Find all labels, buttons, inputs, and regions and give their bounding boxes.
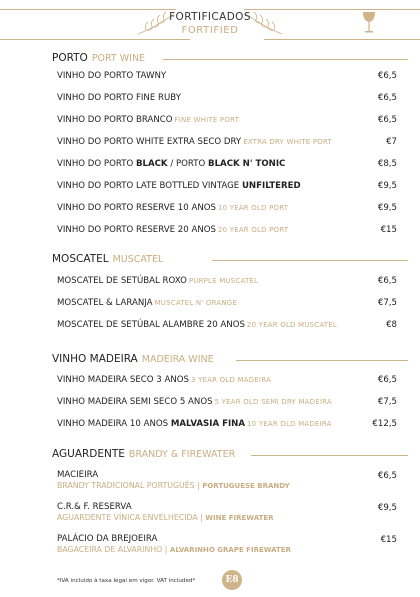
item-english-name: 10 YEAR OLD MADEIRA <box>247 420 332 428</box>
section-header <box>0 353 420 367</box>
item-english-name: MUSCATEL N' ORANGE <box>154 299 238 307</box>
item-price: €9,5 <box>377 203 397 213</box>
item-english-name: 20 YEAR OLD PORT <box>217 226 289 234</box>
item-english-name: PURPLE MUSCATEL <box>188 277 259 285</box>
menu-item <box>57 470 357 490</box>
item-description: AGUARDENTE VÍNICA ENVELHECIDA | WINE FIREWATER <box>57 513 274 522</box>
item-price: €6,5 <box>377 276 397 286</box>
item-description: BRANDY TRADICIONAL PORTUGUÊS | PORTUGUESE BRANDY <box>57 481 290 490</box>
item-name: PALÁCIO DA BREJOEIRA <box>57 534 158 544</box>
item-name: C.R.& F. RESERVA <box>57 502 132 512</box>
section-subtitle: BRANDY & FIREWATER <box>128 449 236 460</box>
section-subtitle: MUSCATEL <box>112 254 164 265</box>
section-title: MOSCATEL MUSCATEL <box>52 253 164 265</box>
menu-item: VINHO DO PORTO WHITE EXTRA SECO DRY EXTRA DRY WHITE PORT <box>57 137 332 147</box>
item-english-name: 5 YEAR OLD SEMI DRY MADEIRA <box>214 398 332 406</box>
header-rule-bottom-left <box>0 39 190 40</box>
menu-item: VINHO DO PORTO BLACK / PORTO BLACK N' TONIC <box>57 159 286 169</box>
item-price: €8,5 <box>377 159 397 169</box>
menu-item: VINHO MADEIRA 10 ANOS MALVASIA FINA 10 YEAR OLD MADEIRA <box>57 419 332 429</box>
section-rule <box>163 59 408 60</box>
header-rule-bottom-right <box>264 39 420 40</box>
menu-header <box>0 0 420 48</box>
section-header <box>0 448 420 462</box>
item-price: €15 <box>380 225 397 235</box>
item-price: €9,5 <box>377 503 397 513</box>
item-name: MACIEIRA <box>57 470 99 480</box>
section-rule <box>251 455 408 456</box>
menu-item: VINHO DO PORTO BRANCO FINE WHITE PORT <box>57 115 240 125</box>
menu-item: VINHO DO PORTO TAWNY <box>57 71 167 81</box>
menu-item: MOSCATEL & LARANJA MUSCATEL N' ORANGE <box>57 298 238 308</box>
item-price: €6,5 <box>377 93 397 103</box>
section-title: PORTO PORT WINE <box>52 52 146 64</box>
menu-item: VINHO MADEIRA SECO 3 ANOS 3 YEAR OLD MADEIRA <box>57 375 271 385</box>
section-header <box>0 253 420 267</box>
menu-item: MOSCATEL DE SETÚBAL ALAMBRE 20 ANOS 20 YEAR OLD MUSCATEL <box>57 320 337 330</box>
item-description: BAGACEIRA DE ALVARINHO | ALVARINHO GRAPE FIREWATER <box>57 545 291 554</box>
section-vinho-madeira <box>0 353 420 367</box>
item-price: €7 <box>386 137 397 147</box>
section-rule <box>212 260 408 261</box>
item-price: €6,5 <box>377 71 397 81</box>
menu-item: VINHO MADEIRA SEMI SECO 5 ANOS 5 YEAR OLD SEMI DRY MADEIRA <box>57 397 332 407</box>
section-porto <box>0 52 420 66</box>
menu-item: VINHO DO PORTO LATE BOTTLED VINTAGE UNFILTERED <box>57 181 301 191</box>
item-english-name: 20 YEAR OLD MUSCATEL <box>246 321 337 329</box>
menu-item <box>57 534 357 554</box>
menu-item: MOSCATEL DE SETÚBAL ROXO PURPLE MUSCATEL <box>57 276 259 286</box>
item-price: €6,5 <box>377 375 397 385</box>
item-english-name: EXTRA DRY WHITE PORT <box>243 138 332 146</box>
section-title: AGUARDENTE BRANDY & FIREWATER <box>52 448 236 460</box>
item-english-name: 10 YEAR OLD PORT <box>217 204 289 212</box>
section-header <box>0 52 420 66</box>
section-rule <box>236 360 408 361</box>
menu-item <box>57 502 357 522</box>
item-price: €9,5 <box>377 181 397 191</box>
menu-item: VINHO DO PORTO RESERVE 20 ANOS 20 YEAR OLD PORT <box>57 225 289 235</box>
item-english-name: 3 YEAR OLD MADEIRA <box>191 376 271 384</box>
menu-item: VINHO DO PORTO FINE RUBY <box>57 93 181 103</box>
section-subtitle: MADEIRA WINE <box>141 354 214 365</box>
menu-item: VINHO DO PORTO RESERVE 10 ANOS 10 YEAR OLD PORT <box>57 203 289 213</box>
section-aguardente <box>0 448 420 462</box>
section-subtitle: PORT WINE <box>91 53 146 64</box>
vat-note: *IVA incluído à taxa legal em vigor. VAT included* <box>57 578 196 584</box>
item-price: €6,5 <box>377 115 397 125</box>
item-english-name: FINE WHITE PORT <box>174 116 240 124</box>
item-price: €12,5 <box>372 419 397 429</box>
item-price: €7,5 <box>377 397 397 407</box>
item-price: €6,5 <box>377 471 397 481</box>
page-title: FORTIFICADOS <box>169 11 251 23</box>
item-price: €8 <box>386 320 397 330</box>
item-price: €15 <box>380 535 397 545</box>
section-title: VINHO MADEIRA MADEIRA WINE <box>52 353 214 365</box>
section-moscatel <box>0 253 420 267</box>
item-price: €7,5 <box>377 298 397 308</box>
page-subtitle: FORTIFIED <box>181 25 239 36</box>
brand-logo: E8 <box>222 570 242 590</box>
